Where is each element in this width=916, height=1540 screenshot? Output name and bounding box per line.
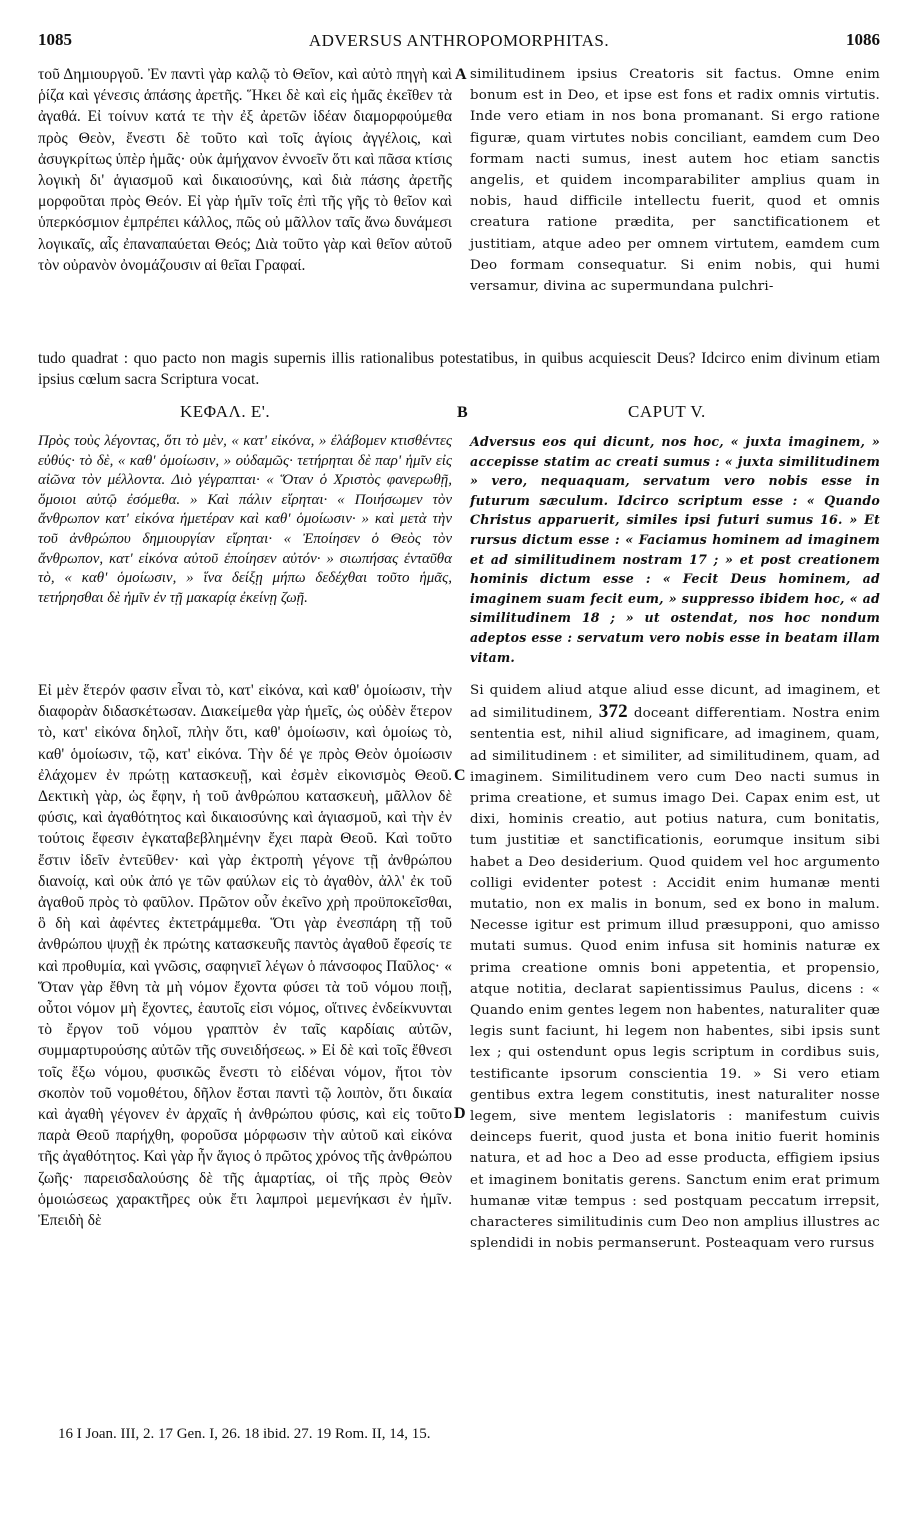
margin-marker-d: D — [454, 1105, 466, 1122]
latin-intro-continuation: tudo quadrat : quo pacto non magis supernis illis rationalibus potestatibus, in quibus acquiescit Deus? Idcirco enim divinum etiam ipsius cœlum sacra Scriptura vocat. — [38, 350, 880, 389]
greek-body-text: Εἰ μὲν ἕτερόν φασιν εἶναι τὸ, κατ' εἰκόνα, καὶ καθ' ὁμοίωσιν, τὴν διαφορὰν διδασκέτωσαν. Διακείμεθα γὰρ ἡμεῖς, ὡς οὐδὲν ἕτερον τὸ, κατ' εἰκόνα δηλοῖ, πλὴν ὅτι, καθ' ὁμοίωσιν, καὶ ὁμοίως τὸ, καθ' ὁμοίωσιν, τῷ, κατ' εἰκόνα. Τὴν δέ γε πρὸς Θεὸν ὁμοίωσιν ἐλάχομεν ἐν πρώτῃ κατασκευῇ, καὶ ἐσμὲν εἰκονισμὸς Θεοῦ. Δεκτικὴ γὰρ, ὡς ἔφην, ἡ τοῦ ἀνθρώπου κατασκευὴ, μᾶλλον δὲ φύσις, καὶ ἀγαθότητος καὶ δικαιοσύνης καὶ ἁγιασμοῦ, καὶ τὴν ἐν τούτοις ἔφεσιν ἐγκαταβεβλημένην ἔχει παρὰ Θεοῦ. Καὶ τοῦτο ἔστιν ἰδεῖν ἐντεῦθεν· καὶ γὰρ ἐκτροπὴ γέγονε τῇ ἀνθρώπου διανοίᾳ, καὶ οὐκ ἀπό γε τῶν φαύλων εἰς τὸ ἀγαθὸν, ἀλλ' ἐκ τοῦ ἀγαθοῦ πρὸς τὸ φαῦλον. Πρῶτον οὖν ἐκεῖνο χρὴ προϋποκεῖσθαι, ὃ δὴ καὶ ἀφέντες ἐκτετράμμεθα. Ὅτι γὰρ ἐνεσπάρη τῇ τοῦ ἀνθρώπου ψυχῇ ἐκ πρώτης κατασκευῆς παντὸς ἀγαθοῦ ἔφεσίς τε καὶ προθυμία, καὶ γνῶσις, σαφηνιεῖ λέγων ὁ πάνσοφος Παῦλος· « Ὅταν γὰρ ἔθνη τὰ μὴ νόμον ἔχοντα φύσει τὰ τοῦ νόμου ποιῇ, οὗτοι νόμον μὴ ἔχοντες, ἑαυτοῖς εἰσι νόμος, οἵτινες ἐνδείκνυνται τὸ ἔργον τοῦ νόμου γραπτὸν ἐν ταῖς καρδίαις αὐτῶν, συμμαρτυρούσης αὐτῶν τῆς συνειδήσεως. » Εἰ δὲ καὶ τοῖς ἔθνεσι τοῖς ἔξω νόμου, φυσικῶς ἔνεστι τὸ εἰδέναι νόμον, ἤτοι τὸν σκοπὸν τοῦ νομοθέτου, δῆλον ἔσται παντὶ τῷ λοιπὸν, ὅτι δικαία καὶ ἀγαθὴ γέγονεν ἐν ἀρχαῖς ἡ ἀνθρώπου φύσις, καὶ εἰς τοῦτο παρὰ Θεοῦ παρήχθη, φοροῦσα μόρφωσιν τὴν αὐτοῦ καὶ εἰκόνα τῆς ἀγαθότητος. Καὶ γὰρ ἦν ἅγιος ὁ πρῶτος χρόνος τῆς ἀνθρώπου ζωῆς· παρεισδαλούσης δὲ τῆς ἁμαρτίας, οἱ τῆς πρὸς Θεὸν ὁμοιώσεως χαρακτῆρες οὐκ ἔτι λαμπροὶ μεμενήκασι ἐν ἡμῖν. Ἐπειδὴ δὲ — [38, 682, 452, 1230]
latin-column-intro — [470, 64, 880, 350]
greek-chapter-heading: ΚΕΦΑΛ. Ε'. — [180, 402, 271, 421]
greek-body-column — [38, 680, 452, 1410]
latin-body-start: Si quidem aliud atque aliud esse dicunt, ad imaginem, et ad similitudinem, — [470, 683, 880, 722]
latin-body-rest: doceant differentiam. Nostra enim sententia est, nihil aliud significare, ad imaginem, quam, ad similitudinem : et similiter, ad similitudinem, quam, ad imaginem. Similitudinem vero cum Deo nacti sumus in prima creatione, et sumus imago Dei. Capax enim est, ut dixi, hominis creatio, aut potius natura, cum bonitatis, tum justitiæ et sanctificationis, eorumque insitum sibi habet a Deo desiderium. Quod quidem vel hoc argumento colligi evidenter potest : Accidit enim humanæ menti mutatio, non ex malis in bonum, sed ex bono in malum. Necesse igitur est primum illud præsupponi, quo amisso mutati sumus. Quod enim infusa sit hominis naturæ ex prima creatione omnis boni appetentia, et propensio, atque notitia, declarat sapientissimus Paulus, dicens : « Quando enim gentes legem non habentes, naturaliter quæ legis sunt faciunt, hi legem non habentes, sibi ipsis sunt lex ; qui ostendunt opus legis scriptum in cordibus suis, testificante ipsorum conscientia 19. » Si vero etiam gentibus extra legem constitutis, inest naturaliter nosse legem, sive mentem legislatoris : manifestum cuivis deinceps fuerit, quod justa et bona initio fuerit hominis natura, et ad hoc a Deo ad esse producta, effigiem ipsius et imaginem bonitatis gerens. Sanctum enim erat primum humanæ vitæ tempus : sed postquam peccatum irrepsit, characteres similitudinis cum Deo non amplius illustres ac splendidi in nobis permanserunt. Posteaquam vero rursus — [470, 706, 880, 1252]
greek-lemma-block — [38, 432, 452, 672]
margin-marker-b: B — [457, 404, 468, 421]
greek-intro-text: τοῦ Δημιουργοῦ. Ἐν παντὶ γὰρ καλῷ τὸ Θεῖον, καὶ αὐτὸ πηγὴ καὶ ῥίζα καὶ γένεσις ἁπάσης ἀρετῆς. Ἥκει δὲ καὶ εἰς ἡμᾶς ἐκεῖθεν τὰ ἀγαθά. Εἰ τοίνυν κατά τε τὴν ἐξ ἀρετῶν ἰδέαν διαμορφούμεθα πρὸς Θεὸν, ἔνεστι δὲ τοῦτο καὶ τοῖς ἁγίοις ἀγγέλοις, καὶ ἀσυγκρίτως ὑπὲρ ἡμᾶς· οὐκ ἀμήχανον ἐννοεῖν ὅτι καὶ πᾶσα κτίσις λογικὴ δι' ἁγιασμοῦ καὶ δικαιοσύνης, καὶ διὰ πάσης ἀρετῆς μορφοῦται πρὸς Θεόν. Εἰ γὰρ ἡμῖν τοῖς ἐπὶ τῆς γῆς τὸ θεῖον καὶ ὑπερκόσμιον ἐμπρέπει κάλλος, πῶς οὐ μᾶλλον ταῖς ἄνω δυνάμεσι λογικαῖς, αἷς ἐπαναπαύεται Θεός; Διὰ τοῦτο γὰρ καὶ θεῖον αὐτοῦ τὸν οὐρανὸν ὀνομάζουσιν αἱ θεῖαι Γραφαί. — [38, 66, 452, 274]
latin-lemma: Adversus eos qui dicunt, nos hoc, « juxta imaginem, » accepisse statim ac creati sumus : « juxta similitudinem » vero, nequaquam, servatum vero nobis esse in futurum sæculum. Idcirco scriptum esse : « Quando Christus apparuerit, similes ipsi futuri sumus 16. » Et rursus dictum esse : « Faciamus hominem ad imaginem et ad similitudinem nostram 17 ; » et post creationem hominis dictum esse : « Fecit Deus hominem, ad imaginem suam fecit eum, » suppresso ibidem hoc, « ad similitudinem 18 ; » ut ostendat, nos hoc nondum adeptos esse : servatum vero nobis esse in beatam illam vitam. — [470, 434, 880, 665]
latin-body-column — [470, 680, 880, 1410]
running-title: ADVERSUS ANTHROPOMORPHITAS. — [308, 31, 610, 50]
full-width-intro-line — [38, 348, 880, 392]
margin-marker-a: A — [455, 66, 467, 83]
column-number: 372 — [598, 701, 628, 723]
page-number-left: 1085 — [38, 30, 72, 49]
greek-lemma: Πρὸς τοὺς λέγοντας, ὅτι τὸ μὲν, « κατ' εἰκόνα, » ἐλάβομεν κτισθέντες εὐθύς· τὸ δὲ, « καθ' ὁμοίωσιν, » οὐδαμῶς· τετήρηται δὲ παρ' ἡμῖν εἰς αἰῶνα τὸν μέλλοντα. Διὸ γέγραπται· « Ὅταν ὁ Χριστὸς φανερωθῇ, ὅμοιοι αὐτῷ ἐσόμεθα. » Καὶ πάλιν εἴρηται· « Ποιήσωμεν τὸν ἄνθρωπον κατ' εἰκόνα ἡμετέραν καὶ καθ' ὁμοίωσιν· » καὶ μετὰ τὴν τοῦ ἀνθρώπου δημιουργίαν εἴρηται· « Ἐποίησεν ὁ Θεὸς τὸν ἄνθρωπον, κατ' εἰκόνα αὐτοῦ ἐποίησεν αὐτόν· » σιωπήσας ἐνταῦθα τὸ, « καθ' ὁμοίωσιν, » ἵνα δείξῃ μήπω δεδέχθαι τοῦτο ἡμᾶς, τετήρησθαι δὲ ἡμῖν ἐν τῇ μακαρίᾳ ἐκείνῃ ζωῇ. — [38, 433, 452, 606]
page-number-right: 1086 — [846, 30, 880, 49]
latin-body-paragraph — [470, 680, 880, 1254]
page-header — [38, 30, 880, 56]
latin-lemma-block — [470, 432, 880, 672]
latin-intro-text: similitudinem ipsius Creatoris sit factus. Omne enim bonum est in Deo, et ipse est fons et radix omnis virtutis. Inde vero etiam in nos bona promanant. Si ergo ratione figuræ, quam virtutes nobis conciliant, eamdem cum Deo formam nacti sumus, inest autem hoc etiam sanctis angelis, et quidem incomparabiliter amplius quam in nobis, haud difficile intellectu fuerit, quod et omnis creatura ratione prædita, per sanctificationem et justitiam, atque adeo per omnem virtutem, eamdem cum Deo formam consequatur. Si enim nobis, qui humi versamur, divina ac supermundana pulchri- — [470, 67, 880, 295]
footnotes: 16 I Joan. III, 2. 17 Gen. I, 26. 18 ibid. 27. 19 Rom. II, 14, 15. — [58, 1426, 431, 1442]
latin-chapter-heading: CAPUT V. — [628, 402, 706, 421]
greek-column-intro — [38, 64, 452, 350]
margin-marker-c: C — [454, 767, 466, 784]
